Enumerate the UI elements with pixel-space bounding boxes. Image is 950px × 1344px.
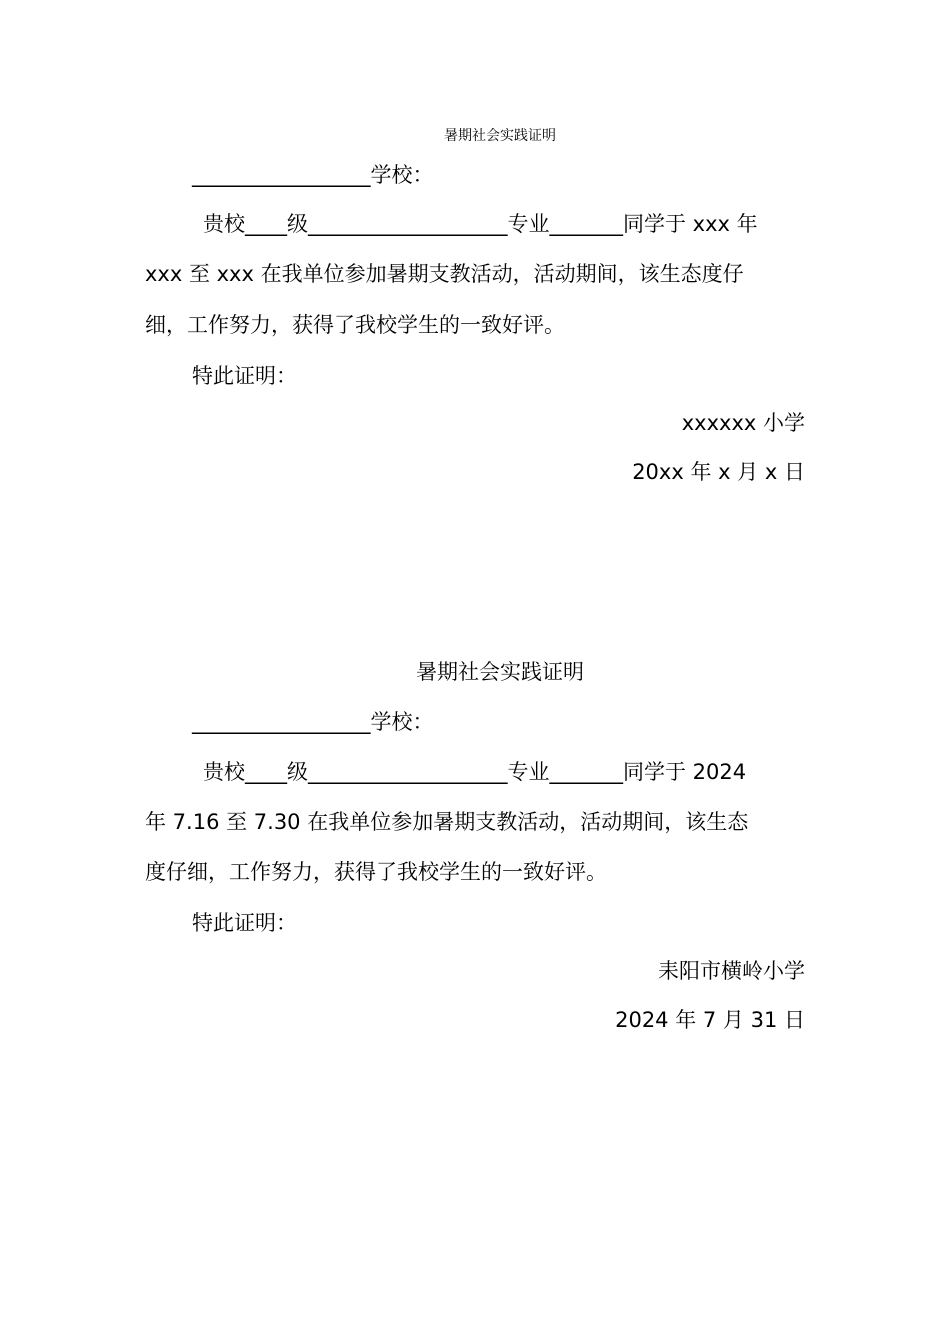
bottom-letter-title: 暑期社会实践证明 — [416, 660, 584, 684]
top-letter-closing: 特此证明： — [192, 364, 297, 388]
top-letter-signer: xxxxxx 小学 — [681, 411, 805, 435]
top-letter-addressee: _________________学校： — [192, 163, 434, 187]
top-letter-paragraph-line-2: xxx 至 xxx 在我单位参加暑期支教活动，活动期间，该生态度仔 — [145, 262, 744, 286]
bottom-letter-paragraph-line-1: 贵校____级___________________专业_______同学于 2024 — [203, 760, 747, 784]
top-letter-date: 20xx 年 x 月 x 日 — [632, 460, 805, 484]
bottom-letter-paragraph-line-3: 度仔细，工作努力，获得了我校学生的一致好评。 — [145, 860, 607, 884]
top-letter-paragraph-line-3: 细，工作努力，获得了我校学生的一致好评。 — [145, 313, 565, 337]
bottom-letter-paragraph-line-2: 年 7.16 至 7.30 在我单位参加暑期支教活动，活动期间，该生态 — [145, 810, 749, 834]
bottom-letter-signer: 耒阳市横岭小学 — [658, 959, 805, 983]
bottom-letter-closing: 特此证明： — [192, 911, 297, 935]
bottom-letter-date: 2024 年 7 月 31 日 — [615, 1008, 805, 1032]
top-letter-title: 暑期社会实践证明 — [444, 128, 556, 144]
bottom-letter-addressee: _________________学校： — [192, 710, 434, 734]
top-letter-paragraph-line-1: 贵校____级___________________专业_______同学于 xxx 年 — [203, 212, 758, 236]
